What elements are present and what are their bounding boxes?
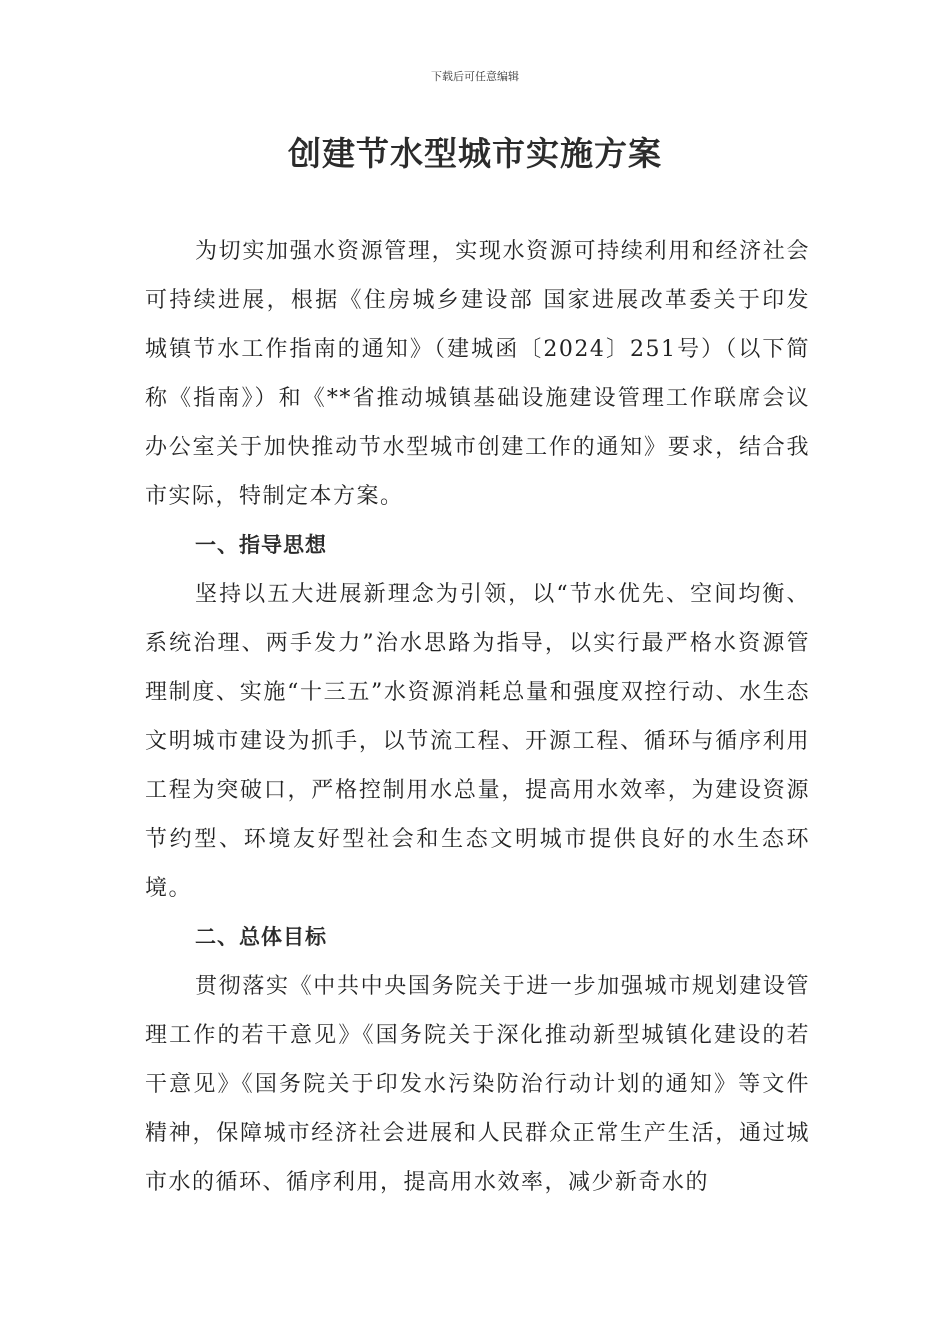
header-note: 下载后可任意编辑	[431, 70, 519, 83]
section-heading-overall-goal: 二、总体目标	[195, 925, 327, 949]
document-body	[145, 227, 810, 1207]
section-heading-guiding-thought: 一、指导思想	[195, 533, 327, 557]
section-paragraph-overall-goal: 贯彻落实《中共中央国务院关于进一步加强城市规划建设管理工作的若干意见》《国务院关于深化推动新型城镇化建设的若干意见》《国务院关于印发水污染防治行动计划的通知》等文件精神，保障城市经济社会进展和人民群众正常生产生活，通过城市水的循环、循序利用，提高用水效率，减少新奇水的	[145, 974, 810, 1195]
intro-paragraph: 为切实加强水资源管理，实现水资源可持续利用和经济社会可持续进展，根据《住房城乡建设部 国家进展改革委关于印发城镇节水工作指南的通知》（建城函〔2024〕251号）（以下简称《指南》）和《**省推动城镇基础设施建设管理工作联席会议办公室关于加快推动节水型城市创建工作的通知》要求，结合我市实际，特制定本方案。	[145, 239, 810, 509]
section-paragraph-guiding-thought: 坚持以五大进展新理念为引领，以“节水优先、空间均衡、系统治理、两手发力”治水思路为指导，以实行最严格水资源管理制度、实施“十三五”水资源消耗总量和强度双控行动、水生态文明城市建设为抓手，以节流工程、开源工程、循环与循序利用工程为突破口，严格控制用水总量，提高用水效率，为建设资源节约型、环境友好型社会和生态文明城市提供良好的水生态环境。	[145, 582, 810, 901]
document-title: 创建节水型城市实施方案	[288, 134, 662, 173]
